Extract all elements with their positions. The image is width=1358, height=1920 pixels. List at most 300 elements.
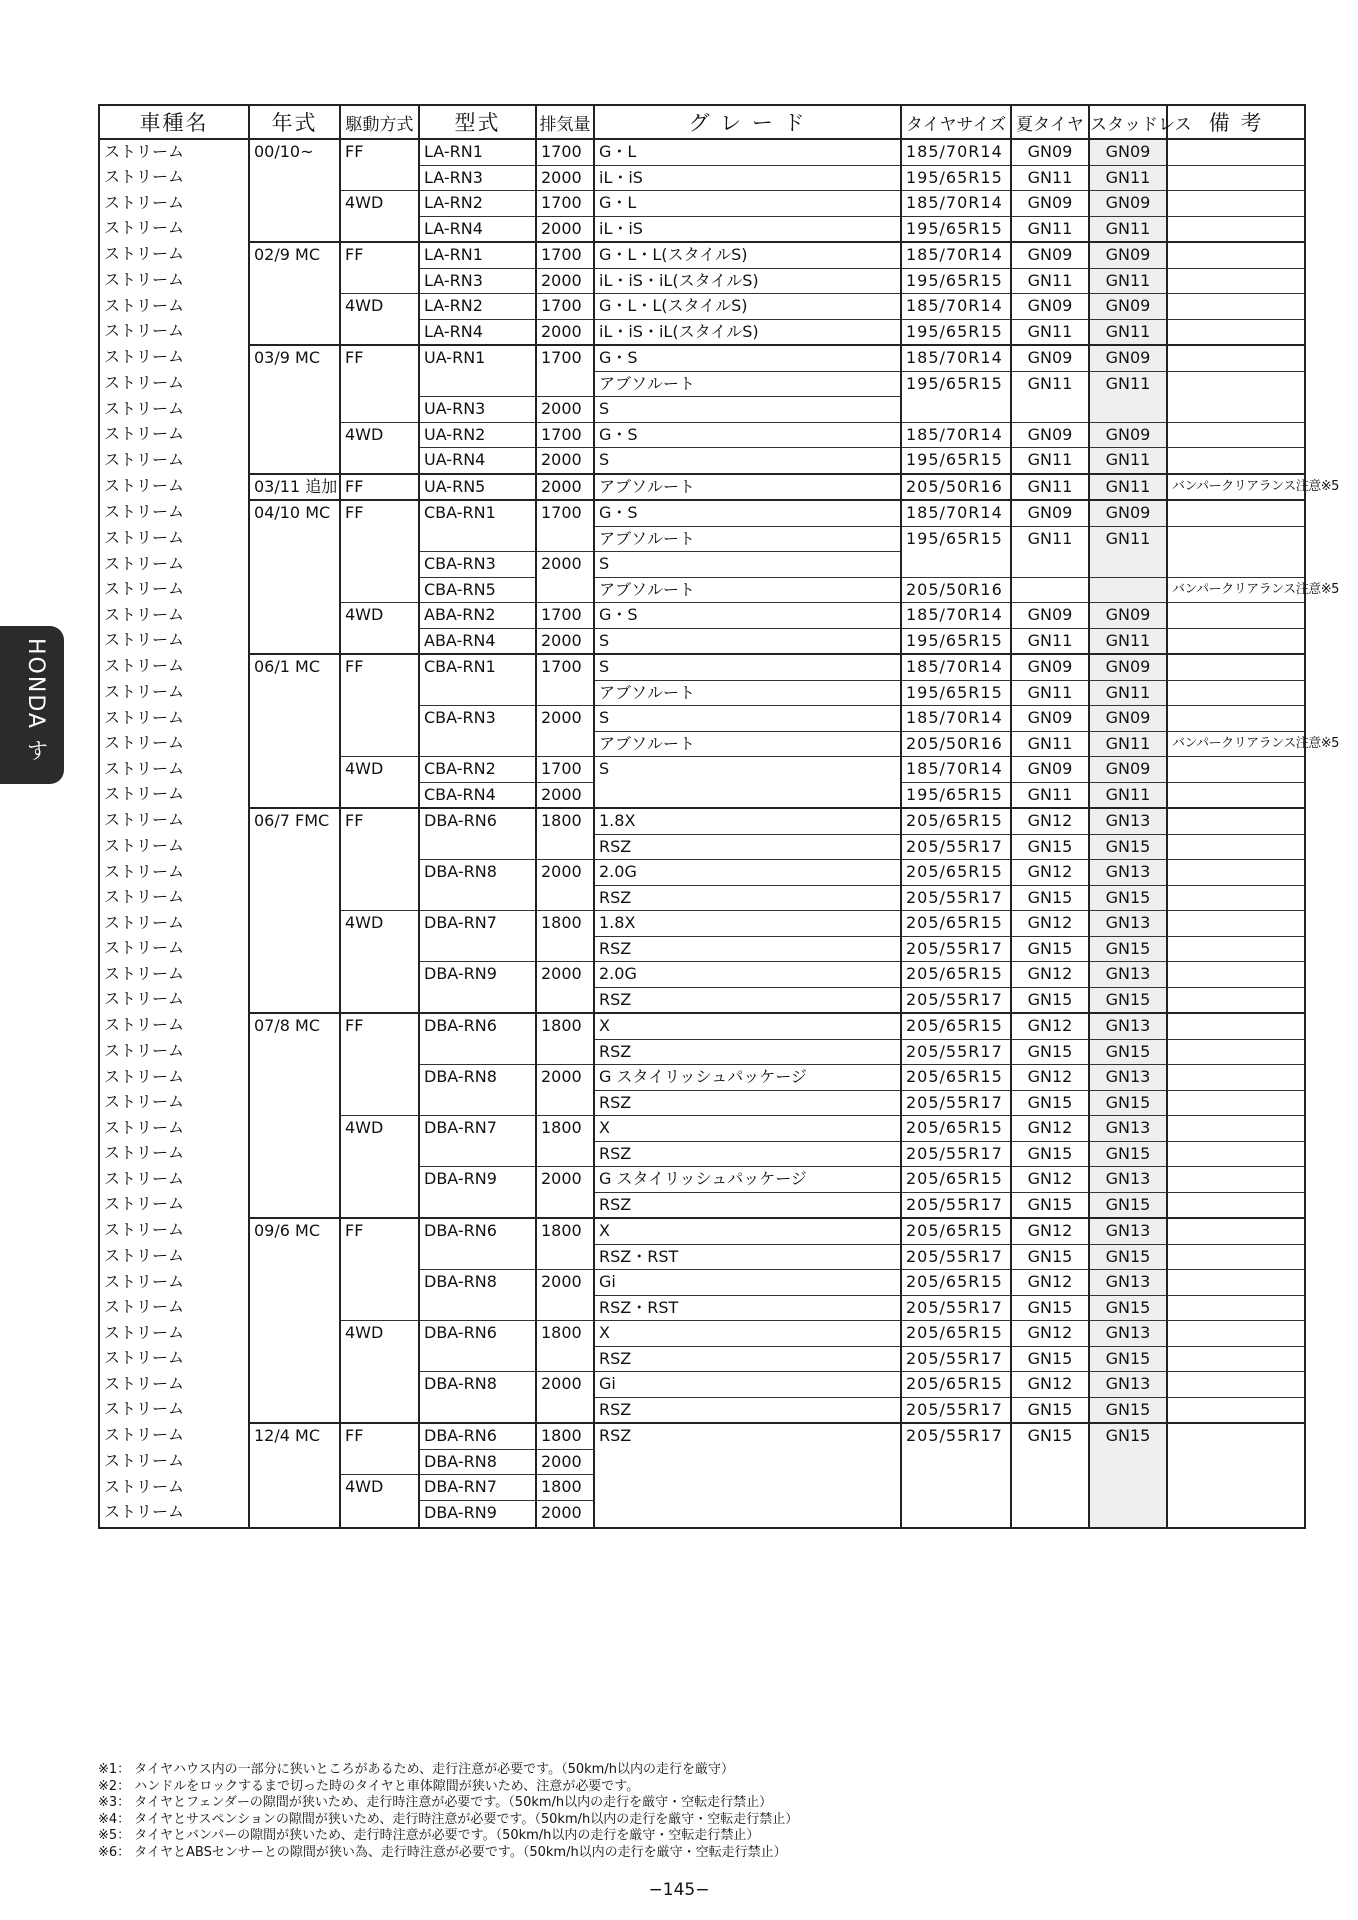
cell-stud: GN11	[1089, 731, 1167, 757]
cell-drive: FF	[340, 1013, 419, 1039]
cell-year: 06/1 MC	[249, 654, 340, 680]
cell-note	[1167, 1449, 1305, 1475]
table-row	[99, 552, 1305, 578]
cell-size: 195/65R15	[901, 268, 1011, 294]
cell-disp: 1800	[536, 808, 594, 834]
cell-model: DBA-RN8	[419, 860, 536, 886]
cell-model: DBA-RN7	[419, 911, 536, 937]
table-row	[99, 987, 1305, 1013]
cell-disp: 2000	[536, 1270, 594, 1296]
cell-grade: アブソルート	[594, 577, 901, 603]
cell-model: LA-RN3	[419, 165, 536, 191]
cell-summer: GN12	[1011, 808, 1089, 834]
cell-vehicle: ストリーム	[99, 268, 249, 294]
cell-size: 205/55R17	[901, 1295, 1011, 1321]
table-row	[99, 885, 1305, 911]
cell-vehicle: ストリーム	[99, 1500, 249, 1528]
cell-drive	[340, 448, 419, 474]
cell-disp	[536, 371, 594, 397]
cell-grade: G・L	[594, 139, 901, 165]
cell-drive	[340, 1192, 419, 1218]
cell-note	[1167, 911, 1305, 937]
cell-grade: アブソルート	[594, 731, 901, 757]
table-row	[99, 911, 1305, 937]
cell-stud: GN09	[1089, 345, 1167, 371]
cell-drive	[340, 1167, 419, 1193]
cell-vehicle: ストリーム	[99, 834, 249, 860]
cell-disp	[536, 885, 594, 911]
cell-disp: 1700	[536, 422, 594, 448]
cell-year: 02/9 MC	[249, 242, 340, 268]
cell-stud: GN13	[1089, 1270, 1167, 1296]
cell-grade	[594, 782, 901, 808]
cell-disp	[536, 1295, 594, 1321]
cell-disp: 2000	[536, 1065, 594, 1091]
cell-summer: GN12	[1011, 1218, 1089, 1244]
cell-drive	[340, 1295, 419, 1321]
cell-vehicle: ストリーム	[99, 628, 249, 654]
cell-summer: GN15	[1011, 1397, 1089, 1423]
header-tire-size: タイヤサイズ	[901, 105, 1011, 139]
cell-year	[249, 294, 340, 320]
cell-grade: RSZ	[594, 834, 901, 860]
cell-note	[1167, 1090, 1305, 1116]
cell-stud: GN11	[1089, 319, 1167, 345]
cell-vehicle: ストリーム	[99, 962, 249, 988]
cell-disp: 2000	[536, 268, 594, 294]
cell-drive	[340, 834, 419, 860]
cell-grade: Gi	[594, 1372, 901, 1398]
table-row	[99, 808, 1305, 834]
cell-summer: GN12	[1011, 911, 1089, 937]
cell-note	[1167, 1270, 1305, 1296]
cell-vehicle: ストリーム	[99, 911, 249, 937]
cell-vehicle: ストリーム	[99, 1141, 249, 1167]
cell-model: ABA-RN2	[419, 603, 536, 629]
table-row	[99, 500, 1305, 526]
cell-size: 205/55R17	[901, 1244, 1011, 1270]
cell-drive	[340, 1372, 419, 1398]
cell-size	[901, 1500, 1011, 1528]
cell-model: UA-RN4	[419, 448, 536, 474]
cell-summer: GN12	[1011, 962, 1089, 988]
cell-drive	[340, 1449, 419, 1475]
cell-grade	[594, 1449, 901, 1475]
cell-vehicle: ストリーム	[99, 552, 249, 578]
cell-note	[1167, 1295, 1305, 1321]
cell-summer: GN11	[1011, 371, 1089, 397]
cell-drive	[340, 371, 419, 397]
cell-disp: 2000	[536, 216, 594, 242]
table-row	[99, 1244, 1305, 1270]
cell-summer: GN15	[1011, 1423, 1089, 1449]
cell-size: 185/70R14	[901, 294, 1011, 320]
cell-note	[1167, 1167, 1305, 1193]
cell-summer: GN15	[1011, 1244, 1089, 1270]
cell-grade: Gi	[594, 1270, 901, 1296]
cell-vehicle: ストリーム	[99, 500, 249, 526]
cell-year: 06/7 FMC	[249, 808, 340, 834]
cell-disp: 2000	[536, 165, 594, 191]
cell-year	[249, 885, 340, 911]
cell-vehicle: ストリーム	[99, 1167, 249, 1193]
cell-drive	[340, 1346, 419, 1372]
footnote: ※2： ハンドルをロックするまで切った時のタイヤと車体隙間が狭いため、注意が必要です。	[98, 1778, 640, 1794]
cell-size: 205/55R17	[901, 987, 1011, 1013]
cell-grade: RSZ	[594, 987, 901, 1013]
cell-note	[1167, 397, 1305, 423]
cell-disp: 1700	[536, 500, 594, 526]
cell-drive: 4WD	[340, 1475, 419, 1501]
cell-stud: GN15	[1089, 1423, 1167, 1449]
cell-model: LA-RN3	[419, 268, 536, 294]
cell-drive	[340, 268, 419, 294]
cell-vehicle: ストリーム	[99, 139, 249, 165]
cell-size: 205/50R16	[901, 577, 1011, 603]
cell-year	[249, 1167, 340, 1193]
cell-grade: G スタイリッシュパッケージ	[594, 1167, 901, 1193]
cell-disp: 2000	[536, 319, 594, 345]
cell-stud: GN15	[1089, 1039, 1167, 1065]
cell-stud: GN09	[1089, 242, 1167, 268]
cell-vehicle: ストリーム	[99, 782, 249, 808]
table-row	[99, 422, 1305, 448]
cell-year	[249, 987, 340, 1013]
cell-stud: GN15	[1089, 834, 1167, 860]
cell-disp: 1800	[536, 1423, 594, 1449]
cell-note	[1167, 1141, 1305, 1167]
cell-year	[249, 1039, 340, 1065]
cell-size: 185/70R14	[901, 706, 1011, 732]
cell-vehicle: ストリーム	[99, 1423, 249, 1449]
table-row	[99, 345, 1305, 371]
cell-stud: GN15	[1089, 936, 1167, 962]
header-remarks: 備 考	[1167, 105, 1305, 139]
cell-grade: RSZ・RST	[594, 1295, 901, 1321]
cell-disp: 2000	[536, 962, 594, 988]
cell-stud: GN15	[1089, 1244, 1167, 1270]
cell-size: 185/70R14	[901, 654, 1011, 680]
table-row	[99, 962, 1305, 988]
cell-stud: GN15	[1089, 1090, 1167, 1116]
cell-note	[1167, 1372, 1305, 1398]
cell-note	[1167, 885, 1305, 911]
cell-summer: GN11	[1011, 731, 1089, 757]
cell-year	[249, 860, 340, 886]
cell-size: 205/50R16	[901, 731, 1011, 757]
cell-summer: GN09	[1011, 294, 1089, 320]
cell-note	[1167, 268, 1305, 294]
cell-summer: GN09	[1011, 242, 1089, 268]
cell-model	[419, 1141, 536, 1167]
cell-grade: G・L	[594, 191, 901, 217]
cell-drive: FF	[340, 345, 419, 371]
cell-model: UA-RN3	[419, 397, 536, 423]
cell-disp	[536, 526, 594, 552]
cell-model: DBA-RN8	[419, 1270, 536, 1296]
cell-year	[249, 526, 340, 552]
table-row	[99, 1218, 1305, 1244]
cell-drive	[340, 397, 419, 423]
cell-summer: GN11	[1011, 680, 1089, 706]
cell-model: CBA-RN2	[419, 757, 536, 783]
cell-summer: GN12	[1011, 1372, 1089, 1398]
cell-vehicle: ストリーム	[99, 1116, 249, 1142]
cell-year	[249, 1449, 340, 1475]
cell-disp: 1700	[536, 603, 594, 629]
cell-grade: G スタイリッシュパッケージ	[594, 1065, 901, 1091]
cell-drive	[340, 526, 419, 552]
table-row	[99, 731, 1305, 757]
cell-note	[1167, 1039, 1305, 1065]
cell-size: 195/65R15	[901, 165, 1011, 191]
cell-model: DBA-RN8	[419, 1065, 536, 1091]
cell-note	[1167, 242, 1305, 268]
table-row	[99, 603, 1305, 629]
cell-grade: RSZ	[594, 1039, 901, 1065]
cell-disp	[536, 1346, 594, 1372]
cell-summer: GN09	[1011, 706, 1089, 732]
cell-drive: FF	[340, 500, 419, 526]
cell-model: DBA-RN8	[419, 1372, 536, 1398]
cell-disp: 1700	[536, 757, 594, 783]
cell-disp: 1800	[536, 1116, 594, 1142]
cell-grade: G・S	[594, 422, 901, 448]
cell-vehicle: ストリーム	[99, 680, 249, 706]
cell-note	[1167, 345, 1305, 371]
cell-size: 195/65R15	[901, 448, 1011, 474]
cell-size: 195/65R15	[901, 371, 1011, 397]
cell-year	[249, 1500, 340, 1528]
cell-drive	[340, 1065, 419, 1091]
table-row	[99, 782, 1305, 808]
cell-summer: GN09	[1011, 603, 1089, 629]
cell-disp	[536, 577, 594, 603]
cell-drive	[340, 1500, 419, 1528]
cell-size: 205/65R15	[901, 1065, 1011, 1091]
cell-size: 205/55R17	[901, 1141, 1011, 1167]
cell-vehicle: ストリーム	[99, 757, 249, 783]
cell-vehicle: ストリーム	[99, 936, 249, 962]
cell-model	[419, 1397, 536, 1423]
cell-stud: GN09	[1089, 757, 1167, 783]
cell-year	[249, 782, 340, 808]
cell-vehicle: ストリーム	[99, 474, 249, 501]
cell-year: 07/8 MC	[249, 1013, 340, 1039]
cell-note	[1167, 706, 1305, 732]
cell-size: 205/55R17	[901, 936, 1011, 962]
cell-note	[1167, 139, 1305, 165]
cell-grade: RSZ	[594, 1423, 901, 1449]
cell-note	[1167, 191, 1305, 217]
cell-grade: S	[594, 654, 901, 680]
cell-vehicle: ストリーム	[99, 1244, 249, 1270]
cell-model	[419, 371, 536, 397]
cell-disp: 2000	[536, 628, 594, 654]
cell-year	[249, 706, 340, 732]
cell-stud: GN15	[1089, 1295, 1167, 1321]
table-row	[99, 1321, 1305, 1347]
cell-drive: 4WD	[340, 757, 419, 783]
cell-drive	[340, 165, 419, 191]
cell-model	[419, 1039, 536, 1065]
cell-stud: GN15	[1089, 1192, 1167, 1218]
cell-note	[1167, 1218, 1305, 1244]
cell-summer	[1011, 577, 1089, 603]
cell-model: UA-RN5	[419, 474, 536, 501]
cell-stud: GN09	[1089, 500, 1167, 526]
cell-stud	[1089, 1449, 1167, 1475]
cell-note: バンパークリアランス注意※5	[1167, 731, 1305, 757]
cell-size: 195/65R15	[901, 526, 1011, 552]
cell-grade: RSZ	[594, 1346, 901, 1372]
cell-stud	[1089, 1475, 1167, 1501]
cell-model: LA-RN2	[419, 294, 536, 320]
cell-year	[249, 680, 340, 706]
cell-drive	[340, 962, 419, 988]
cell-vehicle: ストリーム	[99, 654, 249, 680]
cell-summer: GN09	[1011, 500, 1089, 526]
cell-year	[249, 268, 340, 294]
cell-summer: GN11	[1011, 474, 1089, 501]
cell-grade: S	[594, 757, 901, 783]
table-row	[99, 1039, 1305, 1065]
cell-vehicle: ストリーム	[99, 216, 249, 242]
cell-summer: GN12	[1011, 1270, 1089, 1296]
cell-model: DBA-RN6	[419, 808, 536, 834]
cell-drive: 4WD	[340, 911, 419, 937]
cell-year	[249, 628, 340, 654]
cell-model	[419, 1244, 536, 1270]
cell-model	[419, 987, 536, 1013]
cell-size: 195/65R15	[901, 680, 1011, 706]
cell-vehicle: ストリーム	[99, 319, 249, 345]
cell-summer: GN11	[1011, 526, 1089, 552]
footnote: ※5： タイヤとバンパーの隙間が狭いため、走行時注意が必要です。（50km/h以内の走行を厳守・空転走行禁止）	[98, 1828, 760, 1843]
cell-grade: アブソルート	[594, 680, 901, 706]
cell-stud: GN11	[1089, 268, 1167, 294]
header-studless: スタッドレス	[1089, 105, 1167, 139]
cell-size: 205/65R15	[901, 911, 1011, 937]
cell-model: CBA-RN5	[419, 577, 536, 603]
cell-year	[249, 1475, 340, 1501]
cell-drive: FF	[340, 1423, 419, 1449]
cell-grade	[594, 1475, 901, 1501]
table-row	[99, 628, 1305, 654]
cell-stud: GN09	[1089, 422, 1167, 448]
cell-note	[1167, 294, 1305, 320]
cell-grade: S	[594, 628, 901, 654]
table-row	[99, 1167, 1305, 1193]
cell-stud: GN11	[1089, 371, 1167, 397]
cell-size: 185/70R14	[901, 422, 1011, 448]
cell-year: 03/11 追加	[249, 474, 340, 501]
cell-size: 195/65R15	[901, 319, 1011, 345]
header-year: 年式	[249, 105, 340, 139]
cell-note	[1167, 371, 1305, 397]
cell-year	[249, 1141, 340, 1167]
cell-note	[1167, 987, 1305, 1013]
cell-stud: GN11	[1089, 474, 1167, 501]
cell-note: バンパークリアランス注意※5	[1167, 474, 1305, 501]
cell-grade: G・L・L(スタイルS)	[594, 294, 901, 320]
cell-grade: 1.8X	[594, 808, 901, 834]
header-summer-tire: 夏タイヤ	[1011, 105, 1089, 139]
cell-vehicle: ストリーム	[99, 526, 249, 552]
cell-year	[249, 757, 340, 783]
cell-vehicle: ストリーム	[99, 1372, 249, 1398]
cell-size	[901, 397, 1011, 423]
cell-year: 00/10~	[249, 139, 340, 165]
table-row	[99, 1141, 1305, 1167]
page-number: −145−	[648, 1880, 710, 1900]
cell-size: 195/65R15	[901, 628, 1011, 654]
table-row	[99, 448, 1305, 474]
cell-vehicle: ストリーム	[99, 1192, 249, 1218]
cell-stud: GN13	[1089, 962, 1167, 988]
cell-drive: FF	[340, 1218, 419, 1244]
cell-note	[1167, 1192, 1305, 1218]
cell-model: LA-RN1	[419, 139, 536, 165]
cell-year: 04/10 MC	[249, 500, 340, 526]
cell-note	[1167, 1500, 1305, 1528]
cell-grade: RSZ・RST	[594, 1244, 901, 1270]
cell-grade: G・S	[594, 603, 901, 629]
cell-stud: GN15	[1089, 1346, 1167, 1372]
cell-drive	[340, 860, 419, 886]
cell-size: 205/65R15	[901, 962, 1011, 988]
cell-size: 205/55R17	[901, 1423, 1011, 1449]
cell-note	[1167, 500, 1305, 526]
cell-drive	[340, 782, 419, 808]
cell-summer: GN15	[1011, 1346, 1089, 1372]
cell-model	[419, 885, 536, 911]
cell-grade: S	[594, 448, 901, 474]
cell-vehicle: ストリーム	[99, 294, 249, 320]
cell-size: 205/65R15	[901, 1167, 1011, 1193]
table-row	[99, 936, 1305, 962]
table-row	[99, 1500, 1305, 1528]
cell-disp	[536, 1244, 594, 1270]
cell-note	[1167, 448, 1305, 474]
table-body	[99, 139, 1339, 1528]
cell-vehicle: ストリーム	[99, 345, 249, 371]
footnote: ※6： タイヤとABSセンサーとの隙間が狭い為、走行時注意が必要です。（50km/h以内の走行を厳守・空転走行禁止）	[98, 1844, 787, 1860]
cell-year: 03/9 MC	[249, 345, 340, 371]
cell-summer	[1011, 397, 1089, 423]
cell-stud: GN09	[1089, 654, 1167, 680]
footnote: ※3： タイヤとフェンダーの隙間が狭いため、走行時注意が必要です。（50km/h以内の走行を厳守・空転走行禁止）	[98, 1795, 773, 1810]
cell-grade: S	[594, 706, 901, 732]
cell-year	[249, 216, 340, 242]
cell-model: UA-RN1	[419, 345, 536, 371]
cell-model: DBA-RN6	[419, 1013, 536, 1039]
cell-summer: GN11	[1011, 165, 1089, 191]
cell-model	[419, 731, 536, 757]
cell-size: 185/70R14	[901, 345, 1011, 371]
cell-model: DBA-RN6	[419, 1218, 536, 1244]
cell-note	[1167, 680, 1305, 706]
cell-grade: iL・iS	[594, 165, 901, 191]
table-row	[99, 680, 1305, 706]
cell-vehicle: ストリーム	[99, 1013, 249, 1039]
cell-size: 185/70R14	[901, 757, 1011, 783]
cell-summer: GN12	[1011, 1013, 1089, 1039]
cell-vehicle: ストリーム	[99, 603, 249, 629]
cell-model	[419, 1346, 536, 1372]
cell-year	[249, 1397, 340, 1423]
cell-note	[1167, 1321, 1305, 1347]
